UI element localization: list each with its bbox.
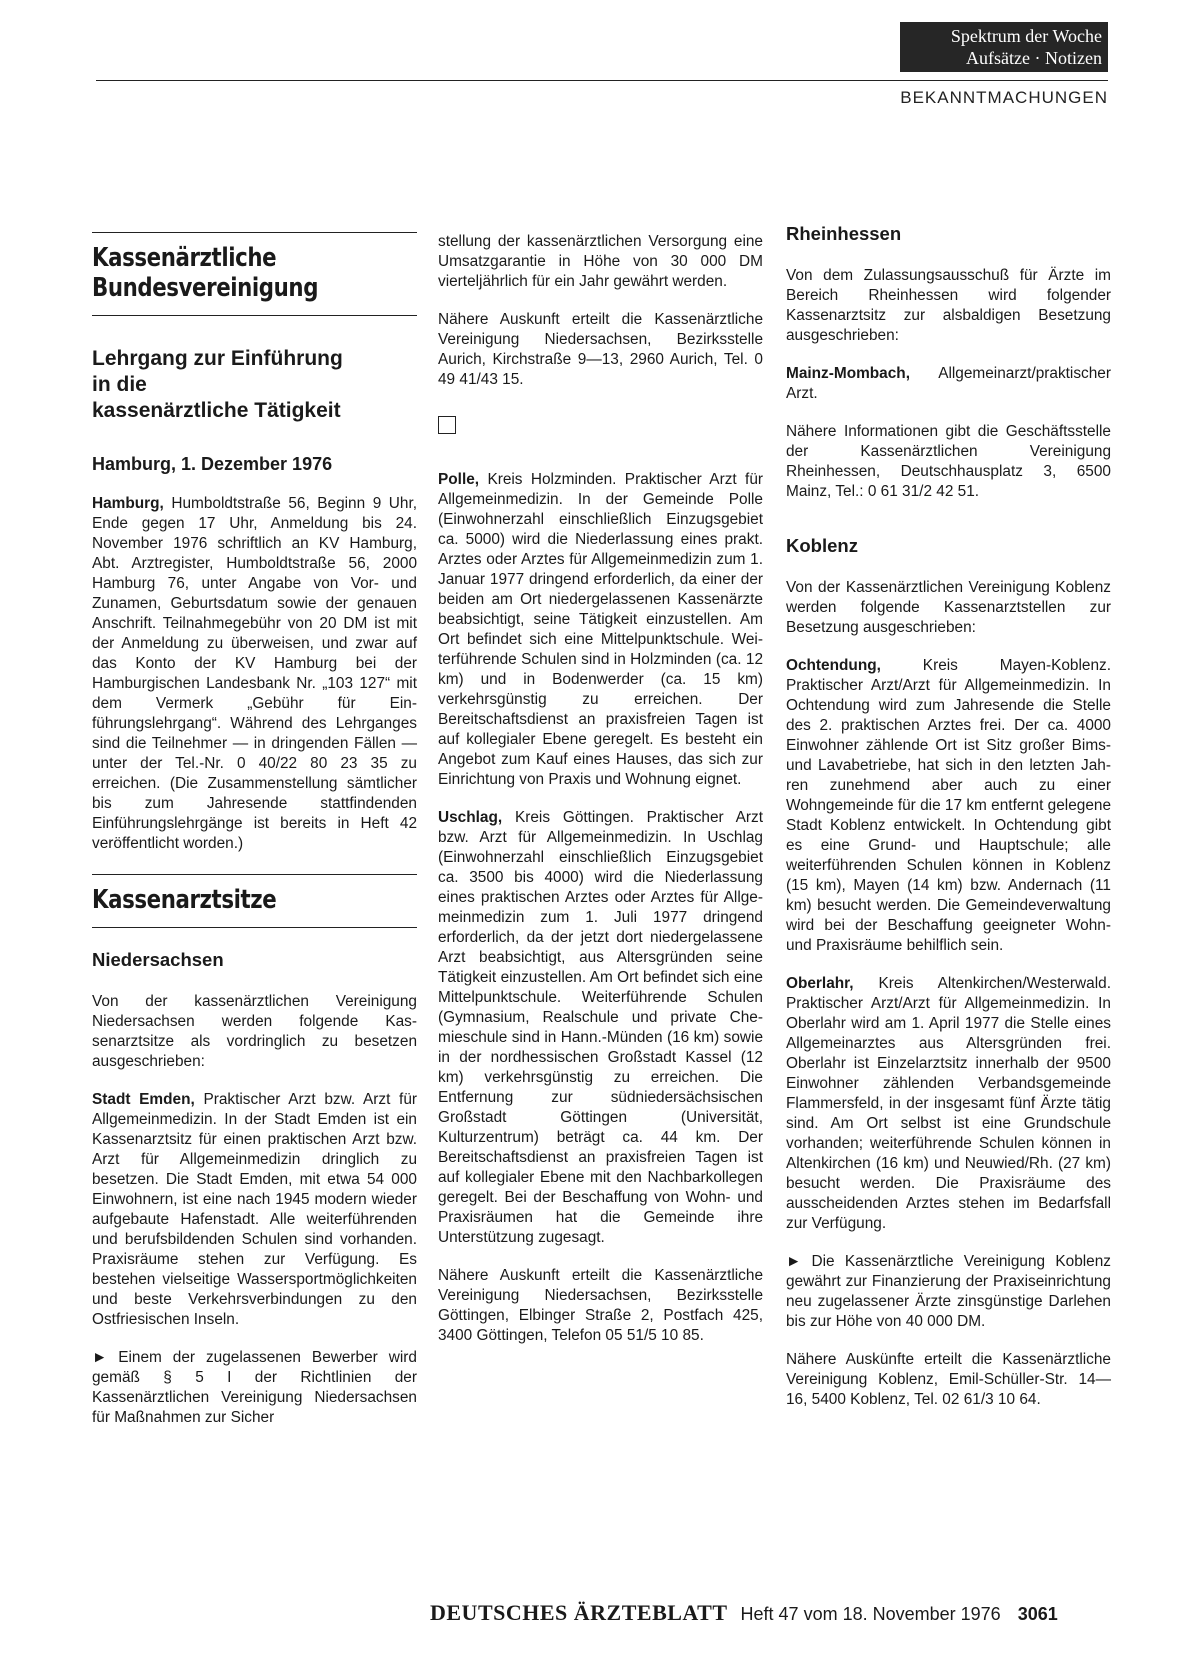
region-heading: Rheinhessen xyxy=(786,223,902,244)
lead-term: Oberlahr, xyxy=(786,975,854,992)
lead-term: Uschlag, xyxy=(438,809,503,826)
paragraph-text: Kreis Mayen-Koblenz. Praktischer Arzt/Arzt für Allgemeinmedizin. In Ochtendung wird zum Jahresende die Stelle des 2. praktischen Arztes frei. Der ca. 4000 Einwohner zählende Ort ist Sitz großer Bims- und Lavabetriebe, hat sich in den letzten Jahren zunehmend aber auch zu einer Wohngemeinde für die 17 km entfernt gelegene Stadt Koblenz entwickelt. In Ochtendung gibt es eine Grund- und Hauptschule; alle weiterführenden Schulen können in Koblenz (15 km), Mayen (14 km) bzw. Andernach (11 km) besucht werden. Die Gemeindeverwaltung wird bei der Beschaffung geeigneter Wohn- und Praxisräume behilflich sein. xyxy=(786,657,1111,954)
rule xyxy=(92,874,417,875)
header-rule xyxy=(96,80,1108,81)
badge-line-2: Aufsätze · Notizen xyxy=(966,48,1102,68)
paragraph: Von der Kassenärztlichen Vereinigung Koblenz werden folgende Kassenarztstellen zur Besetzung ausgeschrieben: xyxy=(786,579,1111,636)
lead-term: Polle, xyxy=(438,471,480,488)
paragraph: ► Die Kassenärztliche Vereinigung Koblenz gewährt zur Finanzierung der Praxiseinrichtung neu zugelassener Ärzte zinsgünstige Darlehen bis zur Höhe von 40 000 DM. xyxy=(786,1253,1111,1330)
column-3 xyxy=(786,223,1111,1428)
rule-accent xyxy=(92,315,144,316)
lead-term: Ochtendung, xyxy=(786,657,881,674)
paragraph: stellung der kassenärztlichen Versorgung eine Umsatzgarantie in Höhe von 30 000 DM vierteljährlich für ein Jahr gewährt werden. xyxy=(438,233,763,290)
paragraph xyxy=(786,364,1111,404)
org-title-line-2: Bundesvereinigung xyxy=(92,273,319,303)
page-footer xyxy=(430,1600,1058,1626)
region-heading: Koblenz xyxy=(786,535,858,556)
paragraph-text: Kreis Göttingen. Praktischer Arzt bzw. Arzt für Allgemeinmedizin. In Uschlag (Einwohnerzahl einschließlich Einzugsgebiet ca. 3500 bis 4000) wird die Niederlassung eines praktischen Arztes oder Arztes für Allgemeinmedizin zum 1. Juli 1977 dringend erforderlich, da der jetzt dort niedergelassene Arzt beabsichtigt, aus Altersgründen seine Tätigkeit einzustellen. Am Ort befindet sich eine Mittelpunktschule. Weiterführende Schulen (Gymnasium, Realschule und private Chemieschule sind in Hann.-Münden (16 km) sowie in der nordhessischen Großstadt Kassel (12 km) verkehrsgünstig zu erreichen. Die Entfernung zur südniedersächsischen Großstadt Göttingen (Universität, Kulturzentrum) beträgt ca. 44 km. Der Bereitschaftsdienst an praxisfreien Tagen ist auf kollegialer Ebene mit den Nachbarkollegen geregelt. Bei der Beschaffung von Wohn- und Praxisräumen hat die Gemeinde ihre Unterstützung zugesagt. xyxy=(438,809,763,1246)
column-2 xyxy=(438,232,763,1364)
course-title-line-2: in die xyxy=(92,373,147,396)
paragraph-text: Kreis Altenkirchen/Westerwald. Praktischer Arzt/Arzt für Allgemeinmedizin. In Oberlahr wird am 1. April 1977 die Stelle eines Allgemeinarztes aus Altersgründen frei. Oberlahr ist Einzelarztsitz innerhalb der 9500 Einwohner zählenden Verbandsgemeinde Flammersfeld, in der insgesamt fünf Ärzte tätig sind. Am Ort selbst ist eine Grundschule vorhanden; weiterführende Schulen können in Altenkirchen (16 km) und Neuwied/Rh. (27 km) besucht werden. Die Praxisräume des ausscheidenden Arztes stehen im Bedarfsfall zur Verfügung. xyxy=(786,975,1111,1232)
rule-accent xyxy=(92,927,144,928)
org-title-line-1: Kassenärztliche xyxy=(92,243,277,273)
paragraph xyxy=(438,470,763,790)
paragraph: ► Einem der zugelassenen Bewerber wird gemäß § 5 I der Richtlinien der Kassenärztlichen Vereinigung Niedersachsen für Maßnahmen zur Sicher xyxy=(92,1349,417,1426)
org-title xyxy=(92,243,359,303)
paragraph xyxy=(786,974,1111,1234)
paragraph xyxy=(786,656,1111,956)
event-date: Hamburg, 1. Dezember 1976 xyxy=(92,454,333,474)
paragraph xyxy=(92,1090,417,1330)
paragraph: Nähere Auskünfte erteilt die Kassenärztliche Vereinigung Koblenz, Emil-Schüller-Str. 14—16, 5400 Koblenz, Tel. 02 61/3 10 64. xyxy=(786,1351,1111,1408)
paragraph-text: Kreis Holzminden. Praktischer Arzt für Allgemeinmedizin. In der Gemeinde Polle (Einwohnerzahl einschließlich Einzugsgebiet ca. 5000) wird die Niederlassung eines prakt. Arztes oder Arztes für Allgemeinmedizin zum 1. Januar 1977 dringend erforderlich, da einer der beiden am Ort niedergelassenen Kassenärzte beabsichtigt, seine Tätigkeit einzustellen. Am Ort befindet sich eine Mittelpunktschule. Weiterführende Schulen sind in Holzminden (ca. 12 km) und in Bodenwerder (ca. 15 km) verkehrsgünstig zu erreichen. Der Bereitschaftsdienst an praxisfreien Tagen ist auf kollegialer Ebene geregelt. Es besteht ein Angebot zum Kauf eines Hauses, das sich zur Einrichtung von Praxis und Wohnung eignet. xyxy=(438,471,763,788)
course-title-line-3: kassenärztliche Tätigkeit xyxy=(92,399,341,422)
paragraph: Von dem Zulassungsausschuß für Ärzte im Bereich Rheinhessen wird folgender Kassenarztsitz zur alsbaldigen Besetzung ausgeschrieben: xyxy=(786,267,1111,344)
paragraph-text: Praktischer Arzt bzw. Arzt für Allgemeinmedizin. In der Stadt Emden ist ein Kassenarztsitz für einen praktischen Arzt bzw. Arzt für Allgemeinmedizin dringlich zu besetzen. Die Stadt Emden, mit etwa 54 000 Einwohnern, ist eine nach 1945 modern wieder aufgebaute Hafenstadt. Alle weiterführenden und berufsbildenden Schulen sind vorhanden. Praxisräume stehen zur Verfügung. Es bestehen vielseitige Wassersportmöglichkeiten und beste Verkehrsverbindungen zu den Ostfriesischen Inseln. xyxy=(92,1091,417,1328)
lead-term: Stadt Emden, xyxy=(92,1091,195,1108)
section-title: Kassenarztsitze xyxy=(92,885,277,915)
journal-name: DEUTSCHES ÄRZTEBLATT xyxy=(430,1600,728,1625)
course-title-line-1: Lehrgang zur Einführung xyxy=(92,347,343,370)
section-badge xyxy=(900,22,1108,72)
paragraph-text: Allgemeinarzt/praktischer Arzt. xyxy=(786,365,1111,402)
lead-term: Mainz-Mombach, xyxy=(786,365,910,382)
section-label: BEKANNTMACHUNGEN xyxy=(900,88,1108,107)
issue-info: Heft 47 vom 18. November 1976 xyxy=(740,1604,1001,1624)
page-number: 3061 xyxy=(1017,1604,1058,1624)
paragraph xyxy=(92,494,417,854)
separator-box xyxy=(438,416,456,434)
paragraph xyxy=(438,808,763,1248)
paragraph: Von der kassenärztlichen Vereinigung Niedersachsen werden folgende Kassenarztsitze als vordringlich zu besetzen ausgeschrieben: xyxy=(92,993,417,1070)
lead-term: Hamburg, xyxy=(92,495,164,512)
paragraph: Nähere Auskunft erteilt die Kassenärztliche Vereinigung Niedersachsen, Bezirksstelle Aurich, Kirchstraße 9—13, 2960 Aurich, Tel. 0 49 41/43 15. xyxy=(438,311,763,388)
course-title xyxy=(92,346,417,424)
paragraph-text: Humboldtstraße 56, Beginn 9 Uhr, Ende gegen 17 Uhr, Anmeldung bis 24. November 1976 schriftlich an KV Hamburg, Abt. Arztregister, Humboldtstraße 56, 2000 Hamburg 76, unter Angabe von Vor- und Zunamen, Geburtsdatum sowie der genauen Anschrift. Teilnahmegebühr von 20 DM ist mit der Anmeldung zu überweisen, und zwar auf das Konto der KV Hamburg bei der Hamburgischen Landesbank Nr. „103 127“ mit dem Vermerk „Gebühr für Einführungslehrgang“. Während des Lehrganges sind die Teilnehmer — in dringenden Fällen — unter der Tel.-Nr. 0 40/22 80 23 35 zu erreichen. (Die Zusammenstellung sämtlicher bis zum Jahresende stattfindenden Einführungslehrgänge ist bereits in Heft 42 veröffentlicht worden.) xyxy=(92,495,417,852)
rule xyxy=(92,232,417,233)
badge-line-1: Spektrum der Woche xyxy=(950,26,1102,46)
column-1 xyxy=(92,232,417,1446)
paragraph: Nähere Auskunft erteilt die Kassenärztliche Vereinigung Niedersachsen, Bezirksstelle Göttingen, Elbinger Straße 2, Postfach 425, 3400 Göttingen, Telefon 05 51/5 10 85. xyxy=(438,1267,763,1344)
region-heading: Niedersachsen xyxy=(92,949,224,970)
paragraph: Nähere Informationen gibt die Geschäftsstelle der Kassenärztlichen Vereinigung Rheinhessen, Deutschhausplatz 3, 6500 Mainz, Tel.: 0 61 31/2 42 51. xyxy=(786,423,1111,500)
